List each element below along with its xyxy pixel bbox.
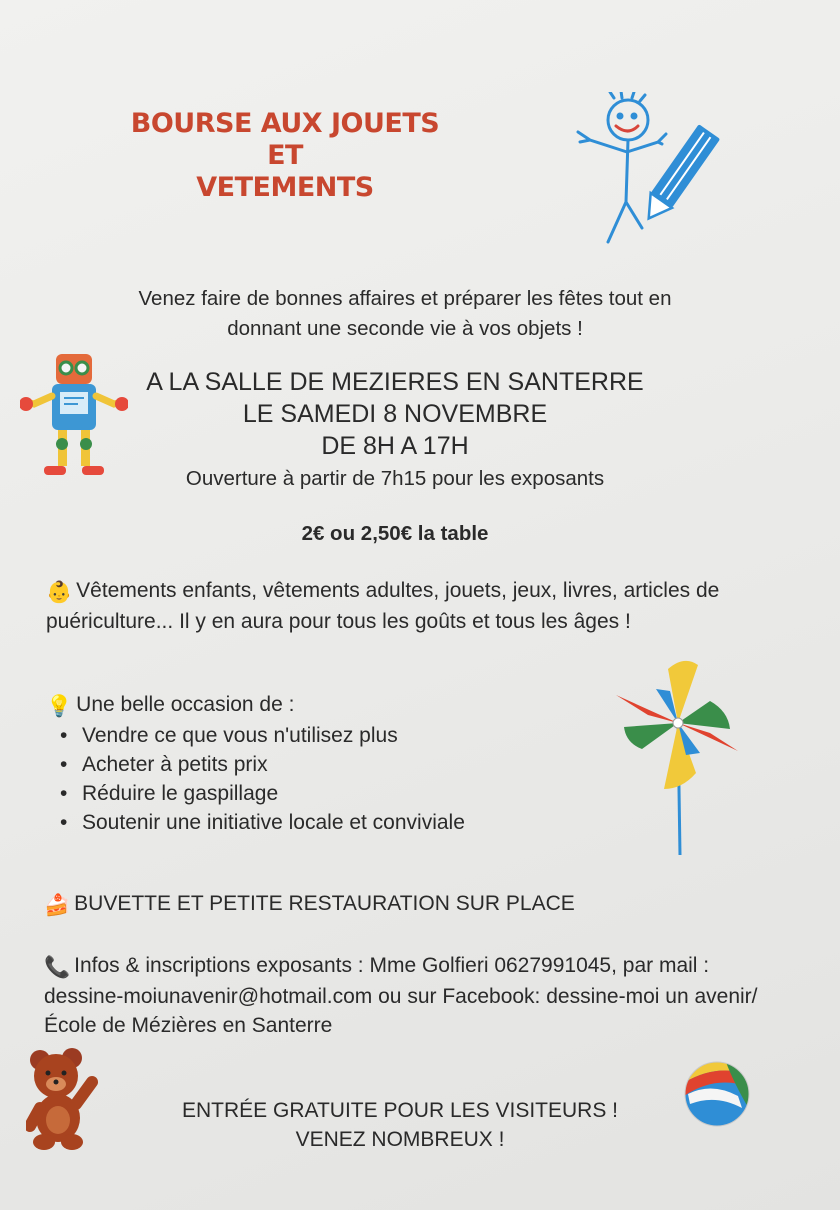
title-line-1: BOURSE AUX JOUETS xyxy=(130,108,440,139)
table-price: 2€ ou 2,50€ la table xyxy=(301,522,489,545)
title-line-2: ET xyxy=(267,140,303,171)
intro-line-1: Venez faire de bonnes affaires et préparer les fêtes tout en xyxy=(138,287,672,310)
come-many: VENEZ NOMBREUX ! xyxy=(295,1128,505,1151)
teddy-bear-icon xyxy=(26,1046,102,1152)
stick-figure-pencil-icon xyxy=(570,92,720,252)
event-details xyxy=(100,366,690,494)
items-paragraph xyxy=(46,576,766,636)
baby-icon: 👶 xyxy=(46,581,73,604)
occasion-intro: Une belle occasion de : xyxy=(76,693,295,716)
occasion-list xyxy=(46,721,606,837)
event-date: LE SAMEDI 8 NOVEMBRE xyxy=(242,400,548,428)
exhibitor-opening: Ouverture à partir de 7h15 pour les exposants xyxy=(185,467,605,490)
list-item: • Vendre ce que vous n'utilisez plus xyxy=(82,721,606,750)
light-bulb-icon: 💡 xyxy=(46,695,73,718)
intro-line-2: donnant une seconde vie à vos objets ! xyxy=(227,317,583,340)
intro-text xyxy=(80,284,730,344)
contact-info xyxy=(44,951,764,1040)
list-item: • Réduire le gaspillage xyxy=(82,779,606,808)
title-line-3: VETEMENTS xyxy=(196,172,374,203)
free-entry: ENTRÉE GRATUITE POUR LES VISITEURS ! xyxy=(181,1099,619,1122)
event-hours: DE 8H A 17H xyxy=(321,432,469,460)
buvette-text: BUVETTE ET PETITE RESTAURATION SUR PLACE xyxy=(74,892,575,915)
cake-icon: 🍰 xyxy=(44,894,71,917)
occasion-section xyxy=(46,690,606,837)
phone-icon: 📞 xyxy=(44,956,71,979)
buvette-line xyxy=(44,892,575,918)
list-item: • Soutenir une initiative locale et conviviale xyxy=(82,808,606,837)
beach-ball-icon xyxy=(682,1054,752,1134)
venue-place: A LA SALLE DE MEZIERES EN SANTERRE xyxy=(146,368,644,396)
contact-text: Infos & inscriptions exposants : Mme Golfieri 0627991045, par mail : dessine-moiunavenir@hotmail.com ou sur Facebook: dessine-moi un avenir/ École de Mézières en Santerre xyxy=(44,954,758,1037)
list-item: • Acheter à petits prix xyxy=(82,750,606,779)
footer-message xyxy=(130,1096,670,1154)
pinwheel-icon xyxy=(612,655,744,860)
flyer-title xyxy=(120,108,450,204)
items-text: Vêtements enfants, vêtements adultes, jouets, jeux, livres, articles de puériculture... Il y en aura pour tous les goûts et tous les âges ! xyxy=(46,579,720,633)
